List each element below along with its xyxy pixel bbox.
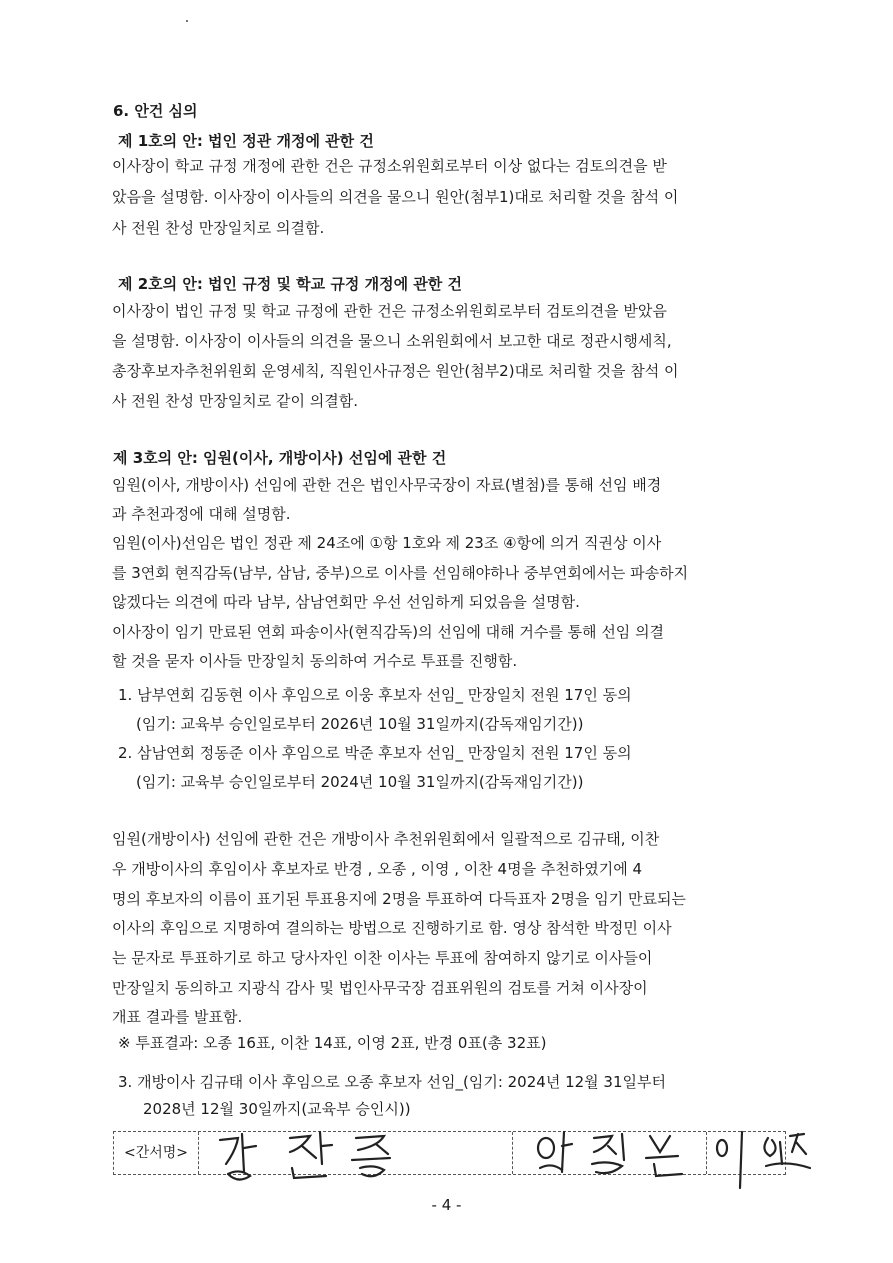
signature-1 [198, 1124, 512, 1184]
item3-line: 과 추천과정에 대해 설명함. [112, 505, 291, 523]
item3-line: 임원(이사, 개방이사) 선임에 관한 건은 법인사무국장이 자료(별첨)를 통해 선임 배경 [112, 476, 662, 494]
open-director-line: 임원(개방이사) 선임에 관한 건은 개방이사 추천위원회에서 일괄적으로 김규태, 이찬 [112, 830, 660, 848]
open-director-line: 는 문자로 투표하기로 하고 당사자인 이찬 이사는 투표에 참여하지 않기로 이사들이 [112, 949, 653, 967]
signature-box [113, 1131, 786, 1175]
vote-result: ※ 투표결과: 오종 16표, 이찬 14표, 이영 2표, 반경 0표(총 32표) [118, 1034, 547, 1052]
signature-cell [706, 1132, 786, 1174]
item1-line: 이사장이 학교 규정 개정에 관한 건은 규정소위원회로부터 이상 없다는 검토의견을 받 [112, 157, 667, 175]
item3-title: 제 3호의 안: 임원(이사, 개방이사) 선임에 관한 건 [113, 449, 447, 467]
result-term: 2028년 12월 30일까지(교육부 승인시)) [143, 1100, 411, 1118]
result-line: 3. 개방이사 김규태 이사 후임으로 오종 후보자 선임_(임기: 2024년 12월 31일부터 [118, 1073, 666, 1091]
item3-line: 를 3연회 현직감독(남부, 삼남, 중부)으로 이사를 선임해야하나 중부연회에서는 파송하지 [112, 564, 689, 582]
signature-label: <간서명> [114, 1132, 199, 1174]
item2-line: 총장후보자추천위원회 운영세칙, 직원인사규정은 원안(첨부2)대로 처리할 것을 참석 이 [112, 362, 679, 380]
signature-3 [706, 1124, 826, 1194]
open-director-line: 만장일치 동의하고 지광식 감사 및 법인사무국장 검표위원의 검토를 거쳐 이사장이 [112, 979, 648, 997]
item2-line: 을 설명함. 이사장이 이사들의 의견을 물으니 소위원회에서 보고한 대로 정관시행세칙, [112, 332, 672, 350]
signature-cell [198, 1132, 513, 1174]
item2-title: 제 2호의 안: 법인 규정 및 학교 규정 개정에 관한 건 [118, 275, 462, 293]
item2-line: 사 전원 찬성 만장일치로 같이 의결함. [112, 392, 358, 410]
page-number: - 4 - [431, 1196, 462, 1214]
item3-line: 이사장이 임기 만료된 연회 파송이사(현직감독)의 선임에 대해 거수를 통해 선임 의결 [112, 623, 665, 641]
item3-line: 할 것을 묻자 이사들 만장일치 동의하여 거수로 투표를 진행함. [112, 652, 518, 670]
item3-line: 않겠다는 의견에 따라 남부, 삼남연회만 우선 선임하게 되었음을 설명함. [112, 593, 580, 611]
open-director-line: 이사의 후임으로 지명하여 결의하는 방법으로 진행하기로 함. 영상 참석한 박정민 이사 [112, 919, 672, 937]
item1-line: 사 전원 찬성 만장일치로 의결함. [112, 219, 325, 237]
item1-line: 았음을 설명함. 이사장이 이사들의 의견을 물으니 원안(첨부1)대로 처리할 것을 참석 이 [112, 188, 679, 206]
item3-line: 임원(이사)선임은 법인 정관 제 24조에 ①항 1호와 제 23조 ④항에 의거 직권상 이사 [112, 534, 662, 552]
item2-line: 이사장이 법인 규정 및 학교 규정에 관한 건은 규정소위원회로부터 검토의견을 받았음 [112, 302, 667, 320]
signature-2 [512, 1124, 706, 1184]
result-term: (임기: 교육부 승인일로부터 2024년 10월 31일까지(감독재임기간)) [136, 773, 584, 791]
signature-cell [512, 1132, 707, 1174]
scan-speck [186, 20, 188, 22]
open-director-line: 우 개방이사의 후임이사 후보자로 반경 , 오종 , 이영 , 이찬 4명을 추천하였기에 4 [112, 860, 643, 878]
open-director-line: 명의 후보자의 이름이 표기된 투표용지에 2명을 투표하여 다득표자 2명을 임기 만료되는 [112, 890, 686, 908]
section-heading: 6. 안건 심의 [113, 102, 198, 120]
result-line: 2. 삼남연회 정동준 이사 후임으로 박준 후보자 선임_ 만장일치 전원 17인 동의 [118, 744, 632, 762]
item1-title: 제 1호의 안: 법인 정관 개정에 관한 건 [118, 132, 374, 150]
open-director-line: 개표 결과를 발표함. [112, 1008, 243, 1026]
result-term: (임기: 교육부 승인일로부터 2026년 10월 31일까지(감독재임기간)) [136, 715, 584, 733]
result-line: 1. 남부연회 김동현 이사 후임으로 이웅 후보자 선임_ 만장일치 전원 17인 동의 [118, 686, 632, 704]
